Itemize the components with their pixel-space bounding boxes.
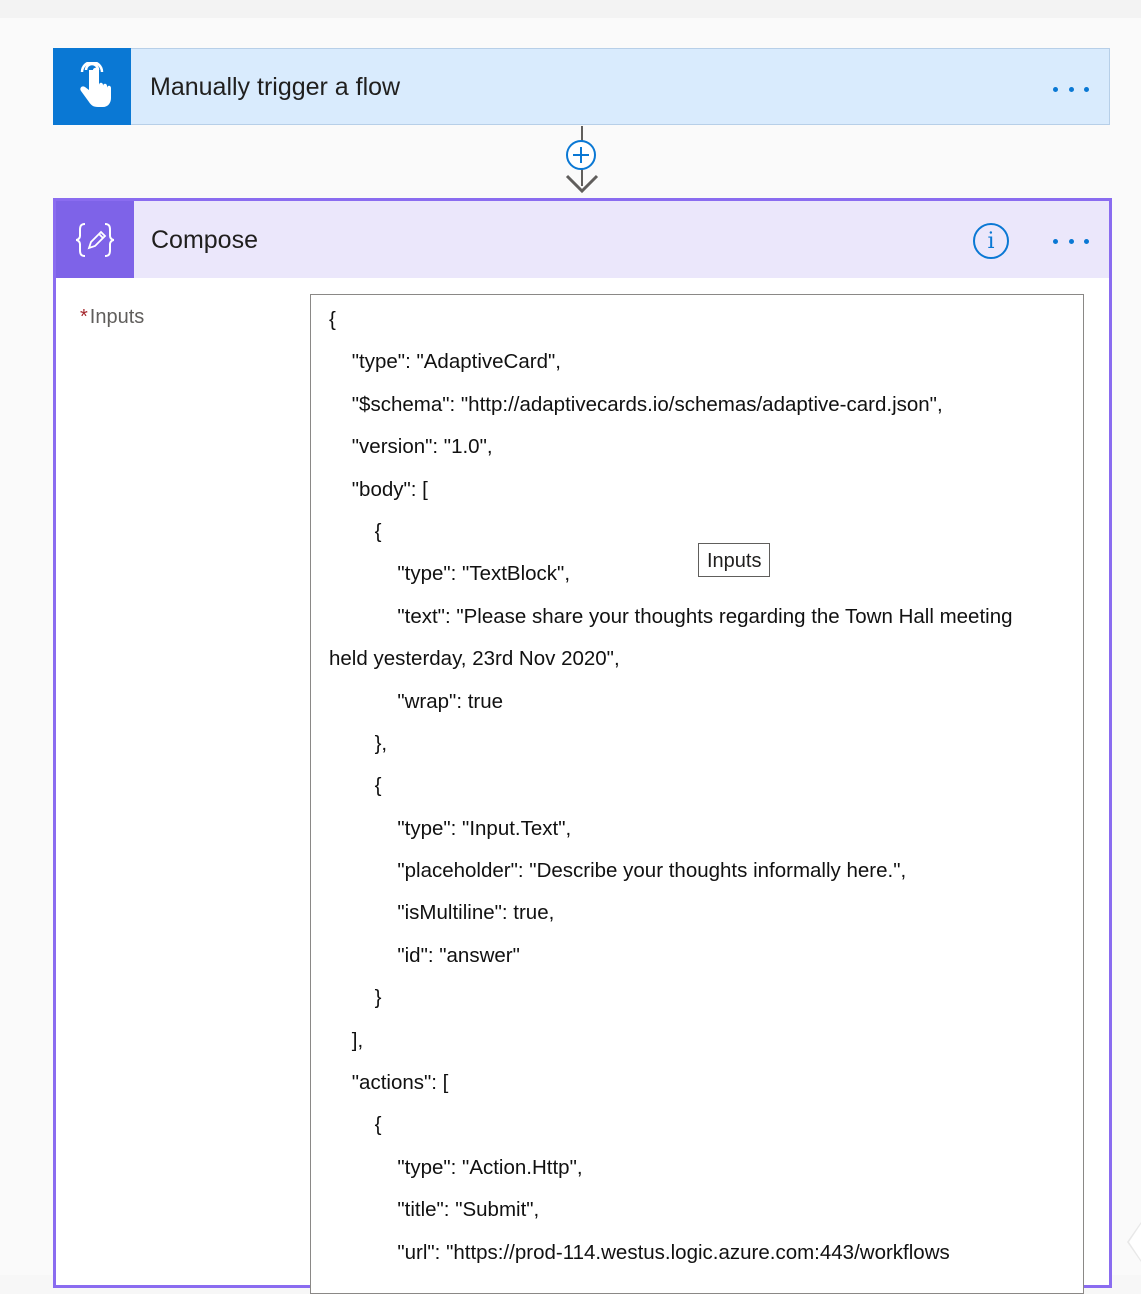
compose-title: Compose xyxy=(151,226,258,254)
compose-icon-box xyxy=(56,201,134,278)
required-marker: * xyxy=(80,306,88,328)
code-braces-pencil-icon xyxy=(73,220,117,260)
dot xyxy=(1069,87,1074,92)
code-line: "version": "1.0", xyxy=(329,435,493,459)
code-line: }, xyxy=(329,731,388,755)
code-line: "body": [ xyxy=(329,477,428,501)
code-line: "text": "Please share your thoughts regarding the Town Hall meeting xyxy=(329,604,1013,628)
code-line: } xyxy=(329,986,382,1010)
trigger-card[interactable] xyxy=(53,48,1110,125)
insert-step-button[interactable] xyxy=(566,140,596,170)
trigger-title: Manually trigger a flow xyxy=(150,73,401,101)
code-line: "id": "answer" xyxy=(329,943,520,967)
code-line: ], xyxy=(329,1028,364,1052)
trigger-more-options-button[interactable] xyxy=(1053,74,1089,104)
chevron-down-icon xyxy=(565,172,599,198)
top-strip xyxy=(0,0,1141,18)
dot xyxy=(1084,239,1089,244)
panel-edge-indicator xyxy=(1127,1222,1141,1275)
code-line: "type": "AdaptiveCard", xyxy=(329,350,561,374)
code-line: { xyxy=(329,774,382,798)
code-line: "url": "https://prod-114.westus.logic.azure.com:443/workflows xyxy=(329,1240,950,1264)
info-icon[interactable] xyxy=(973,223,1009,259)
compose-more-options-button[interactable] xyxy=(1053,226,1089,256)
dot xyxy=(1069,239,1074,244)
code-line: "type": "TextBlock", xyxy=(329,562,571,586)
trigger-icon-box xyxy=(53,48,131,125)
dot xyxy=(1084,87,1089,92)
code-line: "type": "Input.Text", xyxy=(329,816,572,840)
code-line: held yesterday, 23rd Nov 2020", xyxy=(329,647,620,671)
inputs-label-text: Inputs xyxy=(89,306,145,328)
code-line: { xyxy=(329,519,382,543)
dot xyxy=(1053,87,1058,92)
compose-header[interactable] xyxy=(56,201,1109,278)
code-line: "wrap": true xyxy=(329,689,504,713)
code-line: "placeholder": "Describe your thoughts informally here.", xyxy=(329,859,907,883)
inputs-field[interactable] xyxy=(310,294,1084,1294)
compose-action-card[interactable] xyxy=(53,198,1112,1288)
code-line: "type": "Action.Http", xyxy=(329,1155,583,1179)
code-line: "title": "Submit", xyxy=(329,1198,540,1222)
inputs-value xyxy=(329,305,1069,1280)
code-line: { xyxy=(329,1113,382,1137)
dot xyxy=(1053,239,1058,244)
code-line: "$schema": "http://adaptivecards.io/schemas/adaptive-card.json", xyxy=(329,392,943,416)
info-glyph: i xyxy=(987,228,995,254)
inputs-tooltip: Inputs xyxy=(698,543,770,577)
plus-icon xyxy=(572,146,590,164)
code-line: "actions": [ xyxy=(329,1071,449,1095)
code-line: "isMultiline": true, xyxy=(329,901,555,925)
touch-hand-icon xyxy=(72,62,112,112)
code-line: { xyxy=(329,308,336,331)
inputs-label xyxy=(80,306,144,329)
